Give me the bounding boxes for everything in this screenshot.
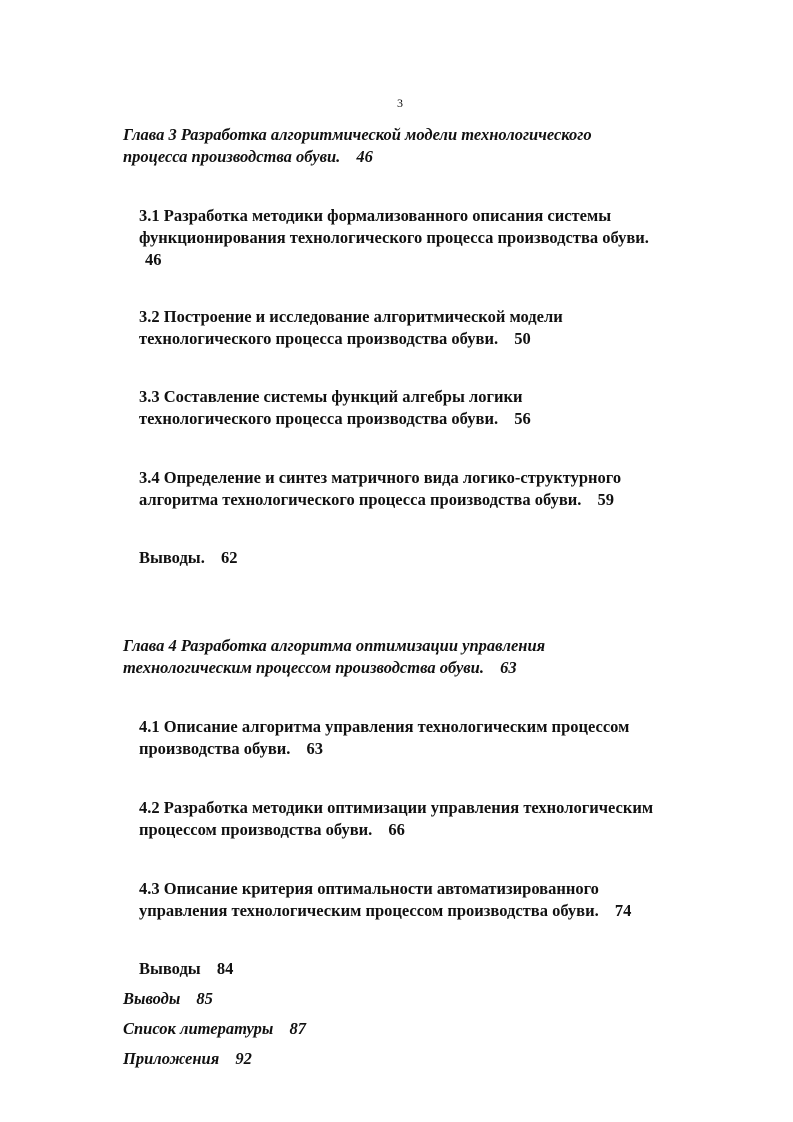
toc-entry-section-4-2 xyxy=(139,797,724,841)
toc-page-number: 63 xyxy=(500,658,517,677)
toc-entry-title: Выводы. xyxy=(139,548,205,567)
toc-entry-section-3-3 xyxy=(139,386,724,430)
toc-entry-title-line2: процессом производства обуви. xyxy=(139,820,373,839)
toc-entry-section-4-3 xyxy=(139,878,724,922)
toc-entry-chapter-4-conclusions xyxy=(139,958,724,980)
toc-entry-conclusions xyxy=(123,988,724,1010)
toc-entry-title-line1: 4.1 Описание алгоритма управления технологическим процессом xyxy=(139,717,630,736)
toc-entry-title-line1: 3.4 Определение и синтез матричного вида логико-структурного xyxy=(139,468,622,487)
toc-page-number: 50 xyxy=(514,329,531,348)
toc-page-number: 56 xyxy=(514,409,531,428)
toc-page-number: 84 xyxy=(216,959,234,978)
toc-entry-chapter-3 xyxy=(123,124,724,168)
toc-entry-title-line1: Глава 4 Разработка алгоритма оптимизации управления xyxy=(123,636,546,655)
toc-entry-title-line2: процесса производства обуви. xyxy=(123,147,341,166)
toc-entry-title-line2: технологическим процессом производства обуви. xyxy=(123,658,484,677)
toc-entry-title-line1: Глава 3 Разработка алгоритмической модели технологического xyxy=(123,125,592,144)
toc-page-number: 46 xyxy=(356,147,373,166)
toc-entry-title-line1: 3.1 Разработка методики формализованного описания системы xyxy=(139,206,612,225)
toc-entry-appendices xyxy=(123,1048,724,1070)
toc-entry-title-line2: функционирования технологического процесса производства обуви. xyxy=(139,228,649,247)
toc-entry-title-line2: алгоритма технологического процесса производства обуви. xyxy=(139,490,582,509)
toc-page-number: 59 xyxy=(597,490,614,509)
toc-entry-title: Список литературы xyxy=(123,1019,274,1038)
toc-entry-chapter-4 xyxy=(123,635,724,679)
toc-entry-title-line1: 4.3 Описание критерия оптимальности автоматизированного xyxy=(139,879,599,898)
toc-entry-title: Выводы xyxy=(139,959,201,978)
toc-entry-title-line2: производства обуви. xyxy=(139,739,291,758)
toc-entry-references xyxy=(123,1018,724,1040)
toc-entry-title-line1: 3.3 Составление системы функций алгебры логики xyxy=(139,387,523,406)
toc-page-number: 66 xyxy=(388,820,405,839)
toc-page-number: 87 xyxy=(289,1019,306,1038)
toc-entry-section-3-2 xyxy=(139,306,724,350)
toc-page-number: 85 xyxy=(196,989,213,1008)
toc-entry-title-line2: технологического процесса производства обуви. xyxy=(139,409,499,428)
toc-entry-section-3-1 xyxy=(139,205,724,271)
toc-page-number: 63 xyxy=(306,739,323,758)
toc-entry-title: Выводы xyxy=(123,989,181,1008)
toc-entry-section-3-4 xyxy=(139,467,724,511)
toc-page-number: 46 xyxy=(145,250,162,269)
toc-page-number: 92 xyxy=(235,1049,252,1068)
toc-entry-chapter-3-conclusions xyxy=(139,547,724,569)
toc-page-number: 74 xyxy=(614,901,632,920)
toc-entry-title-line1: 4.2 Разработка методики оптимизации управления технологическим xyxy=(139,798,654,817)
toc-entry-title: Приложения xyxy=(123,1049,220,1068)
toc-entry-title-line2: технологического процесса производства обуви. xyxy=(139,329,499,348)
toc-page-number: 62 xyxy=(220,548,238,567)
toc-entry-title-line1: 3.2 Построение и исследование алгоритмической модели xyxy=(139,307,563,326)
toc-entry-title-line2: управления технологическим процессом производства обуви. xyxy=(139,901,599,920)
toc-entry-section-4-1 xyxy=(139,716,724,760)
page-number: 3 xyxy=(397,96,403,110)
